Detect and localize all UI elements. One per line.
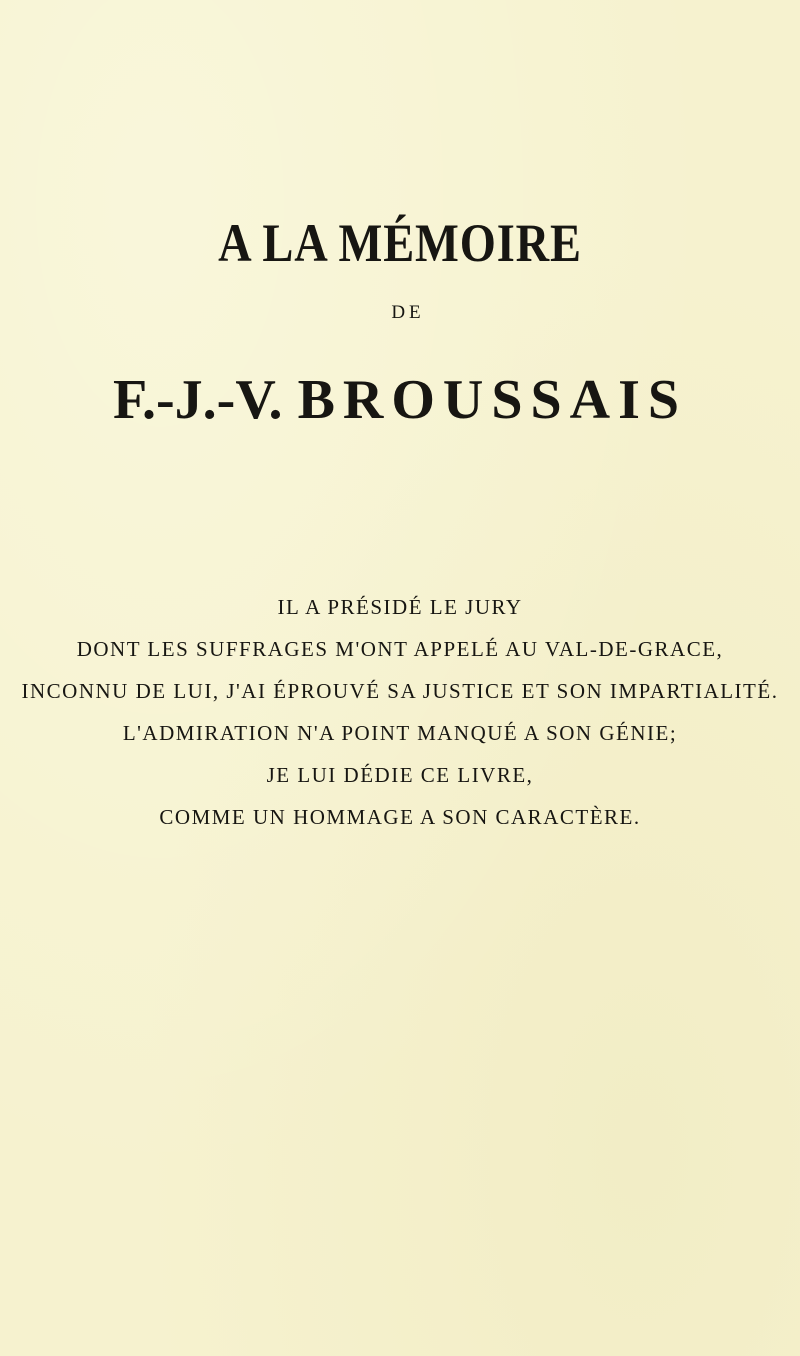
dedication-line: DONT LES SUFFRAGES M'ONT APPELÉ AU VAL-DE-GRACE,: [76, 637, 724, 661]
dedicatee-initials: F.-J.-V.: [112, 369, 283, 431]
dedication-line: COMME UN HOMMAGE A SON CARACTÈRE.: [159, 805, 641, 829]
dedication-line: IL A PRÉSIDÉ LE JURY: [277, 595, 523, 619]
dedication-line: JE LUI DÉDIE CE LIVRE,: [266, 763, 534, 787]
dedicatee-name: [0, 368, 800, 432]
dedicatee-surname: BROUSSAIS: [297, 369, 688, 431]
dedication-line: INCONNU DE LUI, J'AI ÉPROUVÉ SA JUSTICE ET SON IMPARTIALITÉ.: [21, 679, 779, 703]
preposition-de: DE: [391, 302, 425, 323]
memorial-heading: A LA MÉMOIRE: [218, 213, 582, 273]
dedication-line: L'ADMIRATION N'A POINT MANQUÉ A SON GÉNIE;: [122, 721, 678, 745]
